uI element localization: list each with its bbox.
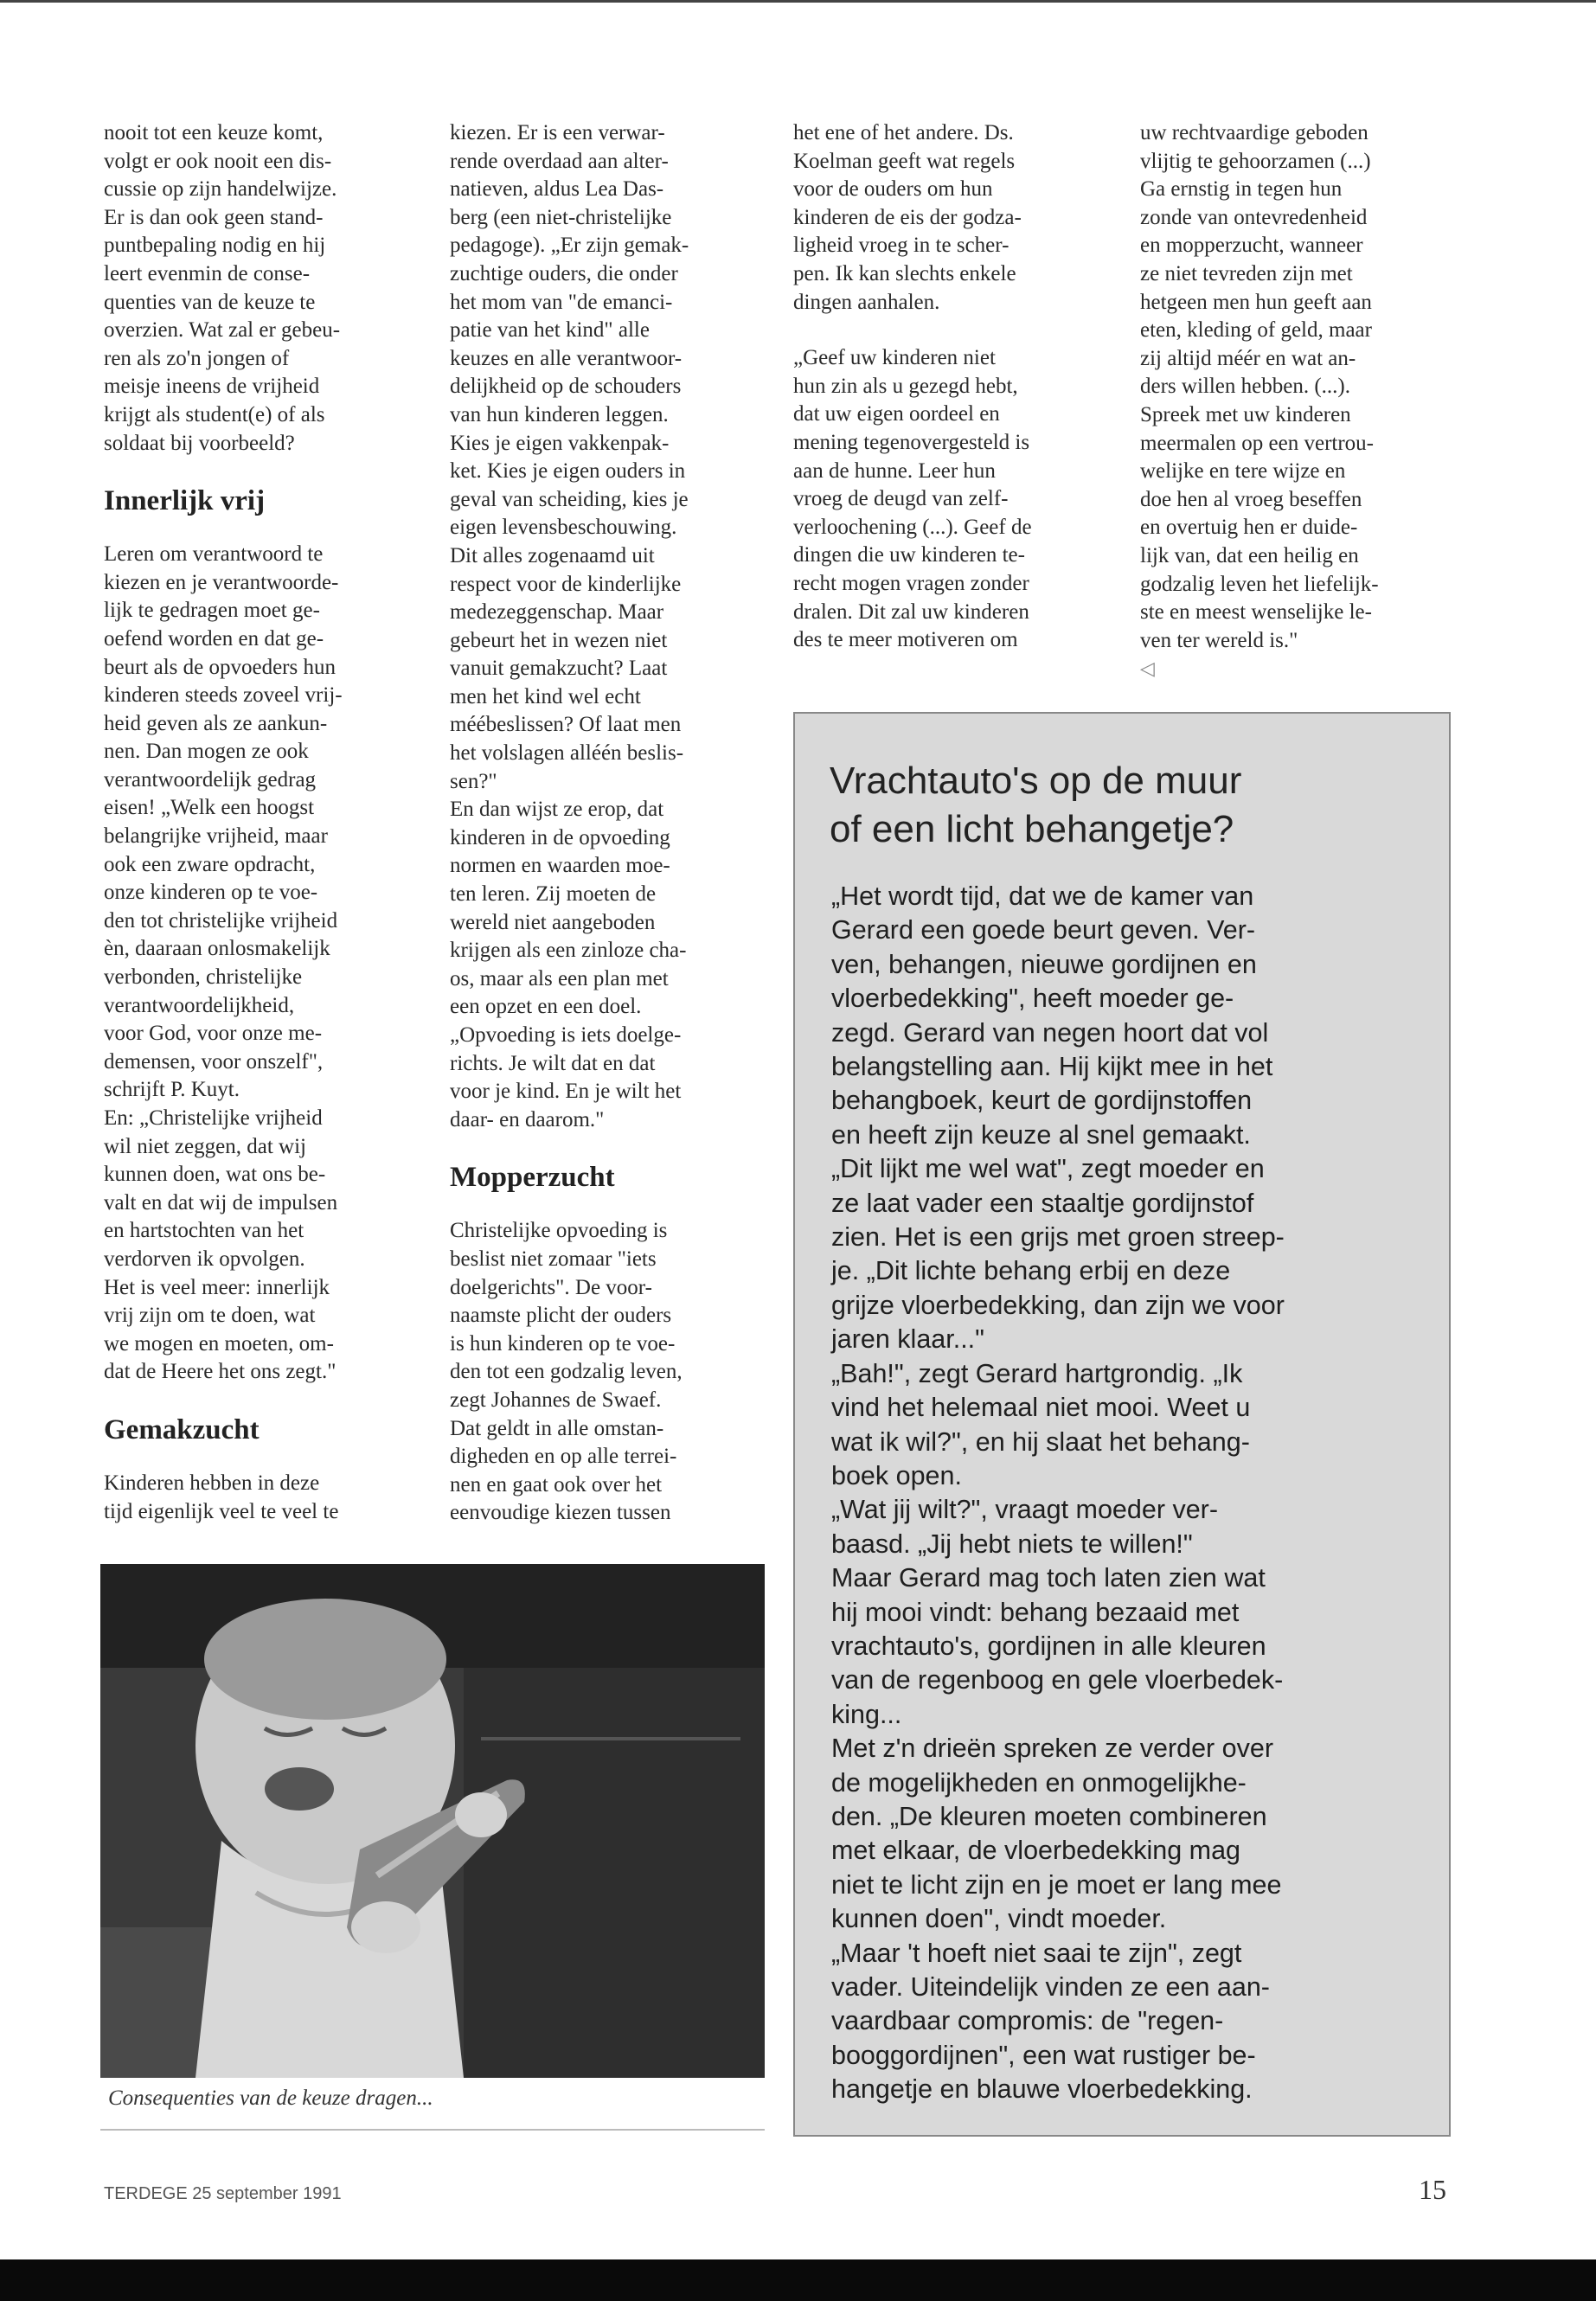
text-line: Vrachtauto's op de muur [830, 760, 1242, 802]
text-line: Ga ernstig in tegen hun [1140, 177, 1343, 202]
subheading-gemakzucht: Gemakzucht [104, 1413, 260, 1445]
text-line: Met z'n drieën spreken ze verder over [831, 1734, 1274, 1764]
text-line: hangetje en blauwe vloerbedekking. [831, 2074, 1253, 2105]
text-line: pedagoge). „Er zijn gemak- [450, 234, 689, 258]
paragraph [104, 541, 402, 1387]
text-line: beslist niet zomaar "iets [450, 1247, 657, 1271]
subheading-innerlijk-vrij: Innerlijk vrij [104, 485, 266, 517]
text-line: of een licht behangetje? [830, 808, 1234, 850]
text-line: dralen. Dit zal uw kinderen [793, 599, 1029, 624]
text-line: ven, behangen, nieuwe gordijnen en [831, 949, 1257, 979]
text-line: overzien. Wat zal er gebeu- [104, 318, 341, 343]
text-line: digheden en op alle terrei- [450, 1445, 677, 1469]
text-line: ket. Kies je eigen ouders in [450, 459, 686, 484]
text-line: Kinderen hebben in deze [104, 1471, 320, 1495]
text-line: „Bah!", zegt Gerard hartgrondig. „Ik [831, 1358, 1243, 1388]
text-line: Spreek met uw kinderen [1140, 402, 1351, 426]
text-line: valt en dat wij de impulsen [104, 1190, 338, 1215]
text-line: hetgeen men hun geeft aan [1140, 290, 1372, 314]
text-line: verdorven ik opvolgen. [104, 1247, 305, 1271]
sidebar-box [793, 712, 1451, 2137]
text-line: naamste plicht der ouders [450, 1304, 672, 1328]
text-line: nen en gaat ook over het [450, 1472, 663, 1497]
text-line: lijk te gedragen moet ge- [104, 599, 320, 623]
text-line: eigen levensbeschouwing. [450, 516, 677, 540]
text-line: keuzes en alle verantwoor- [450, 346, 683, 370]
text-line: booggordijnen", een wat rustiger be- [831, 2040, 1256, 2070]
text-line: vader. Uiteindelijk vinden ze een aan- [831, 1972, 1270, 2002]
text-line: den. „De kleuren moeten combineren [831, 1801, 1267, 1831]
text-line: ste en meest wenselijke le- [1140, 600, 1372, 625]
text-line: „Opvoeding is iets doelge- [450, 1023, 682, 1047]
text-line: richts. Je wilt dat en dat [450, 1051, 656, 1075]
quote-paragraph [793, 344, 1100, 655]
sidebar-title [830, 757, 1418, 854]
paragraph [104, 1470, 402, 1526]
text-line: doelgerichts". De voor- [450, 1275, 652, 1299]
text-line: leert evenmin de conse- [104, 261, 311, 285]
text-line: kunnen doen", vindt moeder. [831, 1904, 1167, 1934]
text-line: het volslagen alléén beslis- [450, 741, 684, 766]
text-line: soldaat bij voorbeeld? [104, 431, 295, 455]
text-line: tijd eigenlijk veel te veel te [104, 1499, 339, 1523]
page-number: 15 [1419, 2174, 1446, 2205]
text-line: dat de Heere het ons zegt." [104, 1360, 337, 1384]
text-line: baasd. „Jij hebt niets te willen!" [831, 1529, 1193, 1559]
text-line: jaren klaar..." [831, 1324, 984, 1355]
text-line: vrachtauto's, gordijnen in alle kleuren [831, 1631, 1266, 1661]
text-line: den tot een godzalig leven, [450, 1360, 683, 1384]
text-line: mening tegenovergesteld is [793, 430, 1030, 454]
text-line: puntbepaling nodig en hij [104, 234, 326, 258]
text-line: demensen, voor onszelf", [104, 1049, 324, 1074]
text-line: van hun kinderen leggen. [450, 402, 669, 426]
text-line: den tot christelijke vrijheid [104, 908, 338, 933]
text-line: ten leren. Zij moeten de [450, 882, 657, 907]
text-line: eten, kleding of geld, maar [1140, 318, 1372, 343]
text-line: wereld niet aangeboden [450, 910, 656, 934]
text-line: cussie op zijn handelwijze. [104, 177, 337, 202]
text-line: méébeslissen? Of laat men [450, 713, 682, 737]
text-line: vaardbaar compromis: de "regen- [831, 2006, 1224, 2036]
subheading-mopperzucht: Mopperzucht [450, 1162, 615, 1194]
text-line: je. „Dit lichte behang erbij en deze [831, 1256, 1231, 1286]
text-line: kinderen de eis der godza- [793, 205, 1022, 229]
text-line: dat uw eigen oordeel en [793, 402, 1000, 426]
text-line: vrij zijn om te doen, wat [104, 1304, 316, 1328]
text-line: meermalen op een vertrou- [1140, 431, 1375, 455]
text-line: Dat geldt in alle omstan- [450, 1416, 664, 1440]
text-line: kinderen steeds zoveel vrij- [104, 683, 343, 708]
text-line: wil niet zeggen, dat wij [104, 1134, 306, 1158]
text-line: voor je kind. En je wilt het [450, 1080, 682, 1104]
text-line: volgt er ook nooit een dis- [104, 149, 332, 173]
text-line: niet te licht zijn en je moet er lang mee [831, 1869, 1282, 1900]
text-line: kunnen doen, wat ons be- [104, 1163, 326, 1187]
text-line: nen. Dan mogen ze ook [104, 740, 309, 764]
text-line: kinderen in de opvoeding [450, 825, 670, 849]
text-line: kiezen en je verantwoorde- [104, 570, 339, 594]
sidebar-story [831, 880, 1420, 2107]
text-line: Christelijke opvoeding is [450, 1219, 668, 1243]
text-line: men het kind wel echt [450, 684, 641, 708]
text-line: Leren om verantwoord te [104, 542, 324, 567]
text-line: „Wat jij wilt?", vraagt moeder ver- [831, 1495, 1218, 1525]
text-line: grijze vloerbedekking, dan zijn we voor [831, 1290, 1285, 1320]
text-line: meisje ineens de vrijheid [104, 375, 320, 399]
text-line: en overtuig hen er duide- [1140, 516, 1358, 540]
text-line: het ene of het andere. Ds. [793, 121, 1014, 144]
text-line: eisen! „Welk een hoogst [104, 796, 315, 820]
text-line: Het is veel meer: innerlijk [104, 1275, 330, 1299]
text-line: Gerard een goede beurt geven. Ver- [831, 915, 1256, 945]
text-line: patie van het kind" alle [450, 318, 650, 343]
text-line: zegd. Gerard van negen hoort dat vol [831, 1017, 1269, 1048]
text-line: van de regenboog en gele vloerbedek- [831, 1665, 1284, 1695]
text-line: ren als zo'n jongen of [104, 346, 290, 370]
text-line: een opzet en een doel. [450, 995, 642, 1019]
text-line: quenties van de keuze te [104, 290, 316, 314]
text-line: ze laat vader een staaltje gordijnstof [831, 1188, 1254, 1218]
text-line: boek open. [831, 1460, 962, 1490]
text-line: ven ter wereld is." [1140, 628, 1298, 652]
text-line: daar- en daarom." [450, 1107, 605, 1131]
text-line: vlijtig te gehoorzamen (...) [1140, 149, 1371, 173]
article-column-4 [1140, 119, 1445, 683]
text-line: verloochening (...). Geef de [793, 515, 1032, 539]
text-line: en mopperzucht, wanneer [1140, 234, 1363, 258]
text-line: belangrijke vrijheid, maar [104, 824, 328, 849]
text-line: de mogelijkheden en onmogelijkhe- [831, 1767, 1247, 1798]
photo-caption: Consequenties van de keuze dragen... [108, 2086, 433, 2110]
text-line: Koelman geeft wat regels [793, 149, 1016, 173]
text-line: verantwoordelijk gedrag [104, 767, 317, 792]
photo-illustration [100, 1564, 765, 2078]
article-column-3 [793, 119, 1100, 655]
text-line: zien. Het is een grijs met groen streep- [831, 1222, 1285, 1253]
page-top-border [0, 0, 1596, 25]
text-line: heid geven als ze aankun- [104, 711, 328, 735]
text-line: delijkheid op de schouders [450, 375, 682, 399]
text-line: krijgt als student(e) of als [104, 402, 325, 426]
text-line: kiezen. Er is een verwar- [450, 121, 665, 144]
text-line: Kies je eigen vakkenpak- [450, 431, 670, 455]
article-column-2 [450, 119, 748, 1528]
text-line: zonde van ontevredenheid [1140, 205, 1368, 229]
text-line: pen. Ik kan slechts enkele [793, 261, 1016, 285]
footer-publication: TERDEGE 25 september 1991 [104, 2184, 342, 2203]
text-line: natieven, aldus Lea Das- [450, 177, 664, 202]
text-line: vloerbedekking", heeft moeder ge- [831, 984, 1234, 1014]
text-line: we mogen en moeten, om- [104, 1331, 334, 1356]
article-column-1 [104, 119, 402, 1526]
text-line: hij mooi vindt: behang bezaaid met [831, 1597, 1240, 1627]
text-line: met elkaar, de vloerbedekking mag [831, 1836, 1241, 1866]
text-line: behangboek, keurt de gordijnstoffen [831, 1086, 1253, 1116]
text-line: het mom van "de emanci- [450, 290, 673, 314]
text-line: recht mogen vragen zonder [793, 571, 1029, 595]
text-line: ligheid vroeg in te scher- [793, 234, 1010, 258]
quote-paragraph [1140, 119, 1445, 655]
text-line: nooit tot een keuze komt, [104, 121, 324, 144]
text-line: „Dit lijkt me wel wat", zegt moeder en [831, 1154, 1265, 1184]
paragraph [104, 119, 402, 458]
text-line: des te meer motiveren om [793, 628, 1018, 652]
text-line: vanuit gemakzucht? Laat [450, 657, 668, 681]
text-line: èn, daaraan onlosmakelijk [104, 937, 330, 961]
end-of-article-icon: ◁ [1140, 657, 1155, 680]
paragraph [450, 119, 748, 1134]
text-line: schrijft P. Kuyt. [104, 1078, 240, 1102]
text-line: ook een zware opdracht, [104, 852, 316, 876]
text-line: sen?" [450, 769, 497, 793]
text-line: welijke en tere wijze en [1140, 459, 1346, 484]
paragraph [793, 119, 1100, 317]
text-line: ders willen hebben. (...). [1140, 375, 1350, 399]
text-line: onze kinderen op te voe- [104, 881, 318, 905]
photo-crying-child [100, 1564, 765, 2078]
text-line: doe hen al vroeg beseffen [1140, 487, 1362, 511]
text-line: En: „Christelijke vrijheid [104, 1106, 323, 1130]
text-line: os, maar als een plan met [450, 966, 669, 990]
text-line: geval van scheiding, kies je [450, 487, 689, 511]
text-line: ze niet tevreden zijn met [1140, 261, 1353, 285]
text-line: normen en waarden moe- [450, 854, 670, 878]
text-line: krijgen als een zinloze cha- [450, 939, 687, 963]
paragraph [450, 1217, 748, 1528]
text-line: zij altijd méér en wat an- [1140, 346, 1356, 370]
text-line: zegt Johannes de Swaef. [450, 1388, 662, 1412]
text-line: En dan wijst ze erop, dat [450, 798, 664, 822]
text-line: Er is dan ook geen stand- [104, 205, 324, 229]
text-line: gebeurt het in wezen niet [450, 628, 668, 652]
text-line: „Maar 't hoeft niet saai te zijn", zegt [831, 1938, 1242, 1968]
text-line: berg (een niet-christelijke [450, 205, 672, 229]
text-line: zuchtige ouders, die onder [450, 261, 678, 285]
text-line: king... [831, 1699, 902, 1729]
text-line: wat ik wil?", en hij slaat het behang- [831, 1426, 1250, 1457]
caption-rule [100, 2129, 765, 2131]
text-line: lijk van, dat een heilig en [1140, 543, 1359, 567]
text-line: dingen aanhalen. [793, 290, 940, 314]
text-line: vroeg de deugd van zelf- [793, 487, 1009, 511]
text-line: godzalig leven het liefelijk- [1140, 572, 1379, 596]
text-line: dingen die uw kinderen te- [793, 543, 1025, 567]
text-line: en hartstochten van het [104, 1219, 304, 1243]
text-line: belangstelling aan. Hij kijkt mee in het [831, 1052, 1273, 1082]
text-line: „Geef uw kinderen niet [793, 346, 996, 370]
text-line: eenvoudige kiezen tussen [450, 1501, 671, 1525]
text-line: medezeggenschap. Maar [450, 600, 664, 625]
text-line: beurt als de opvoeders hun [104, 655, 336, 679]
text-line: Maar Gerard mag toch laten zien wat [831, 1563, 1266, 1593]
text-line: Dit alles zogenaamd uit [450, 543, 655, 567]
text-line: aan de hunne. Leer hun [793, 458, 996, 483]
text-line: oefend worden en dat ge- [104, 626, 324, 651]
page-bottom-border [0, 2259, 1596, 2301]
text-line: respect voor de kinderlijke [450, 572, 682, 596]
text-line: verantwoordelijkheid, [104, 993, 295, 1017]
text-line: is hun kinderen op te voe- [450, 1331, 676, 1356]
text-line: uw rechtvaardige geboden [1140, 121, 1368, 144]
text-line: verbonden, christelijke [104, 965, 303, 990]
text-line: en heeft zijn keuze al snel gemaakt. [831, 1119, 1251, 1150]
text-line: hun zin als u gezegd hebt, [793, 374, 1018, 398]
text-line: rende overdaad aan alter- [450, 149, 669, 173]
text-line: voor God, voor onze me- [104, 1022, 323, 1046]
text-line: voor de ouders om hun [793, 177, 993, 202]
text-line: „Het wordt tijd, dat we de kamer van [831, 881, 1254, 911]
text-line: vind het helemaal niet mooi. Weet u [831, 1393, 1251, 1423]
